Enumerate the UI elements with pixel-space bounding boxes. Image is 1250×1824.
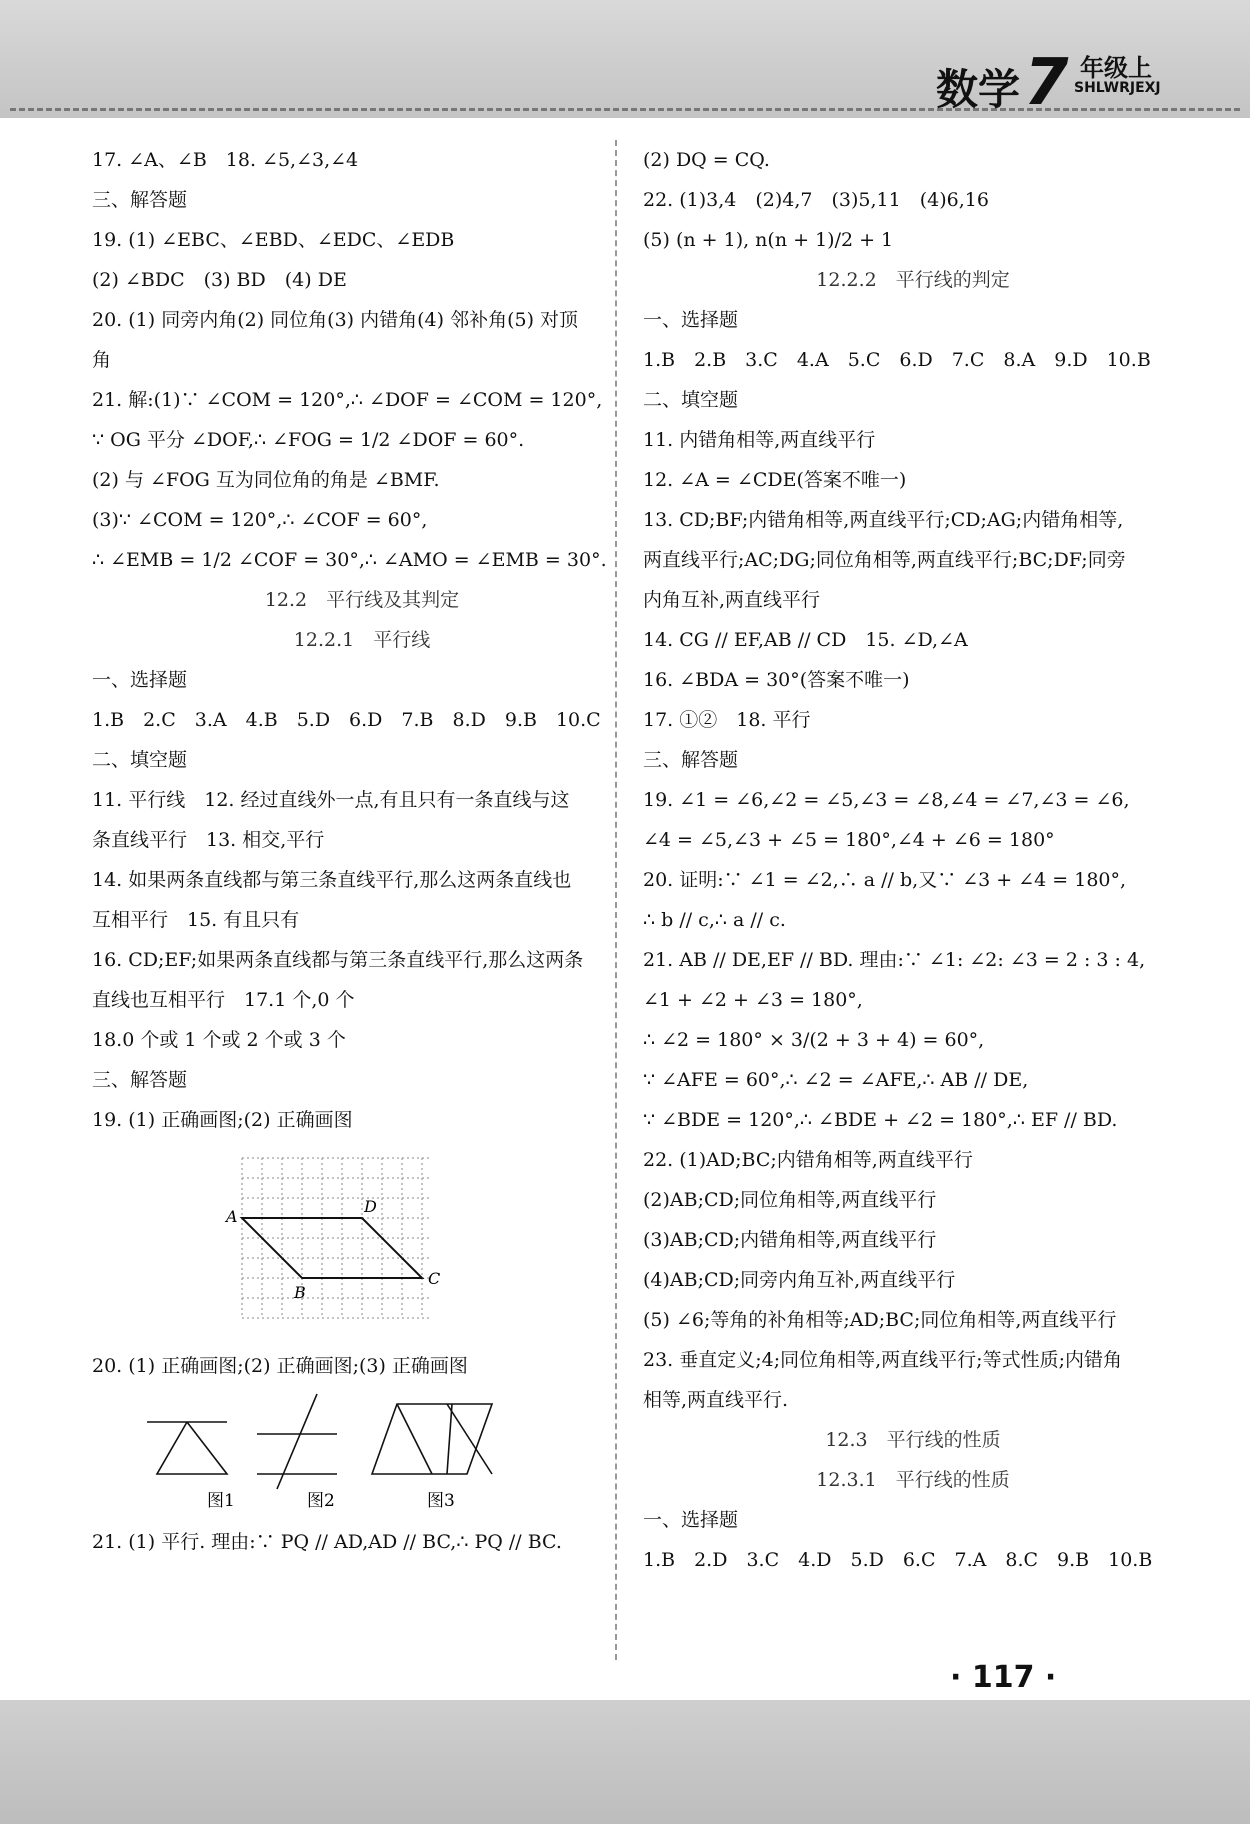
answer-line: ∴ b // c,∴ a // c. [643,909,786,931]
answer-line: 21. AB // DE,EF // BD. 理由:∵ ∠1: ∠2: ∠3 = 2 : 3 : 4, [643,949,1146,971]
answer-line: 二、填空题 [92,749,188,771]
section-heading: 12.2 平行线及其判定 [264,589,460,611]
footer-band [0,1700,1250,1824]
answer-line: 相等,两直线平行. [643,1389,789,1411]
subject-label: 数学 [936,65,1021,114]
answer-line: 17. ①② 18. 平行 [643,709,811,731]
answer-line: 条直线平行 13. 相交,平行 [92,829,325,851]
answer-line: 11. 内错角相等,两直线平行 [643,429,876,451]
three-drawings-figure [147,1394,577,1514]
answer-line: 互相平行 15. 有且只有 [92,909,300,931]
answer-line: (2) DQ = CQ. [643,149,770,171]
answer-line: (5) ∠6;等角的补角相等;AD;BC;同位角相等,两直线平行 [643,1309,1117,1331]
subject-title [936,46,1069,120]
answer-line: 19. (1) ∠EBC、∠EBD、∠EDC、∠EDB [92,229,455,251]
answer-line: 14. CG // EF,AB // CD 15. ∠D,∠A [643,629,968,651]
answer-line: ∴ ∠2 = 180° × 3/(2 + 3 + 4) = 60°, [643,1029,985,1051]
answer-line: 20. (1) 同旁内角(2) 同位角(3) 内错角(4) 邻补角(5) 对顶 [92,309,579,331]
right-column [643,140,1183,1580]
answer-line: 一、选择题 [643,1509,739,1531]
answer-line: 三、解答题 [92,1069,188,1091]
figure-3-caption: 图3 [427,1491,455,1511]
answer-line: 13. CD;BF;内错角相等,两直线平行;CD;AG;内错角相等, [643,509,1124,531]
answer-line: 20. 证明:∵ ∠1 = ∠2,∴ a // b,又∵ ∠3 + ∠4 = 180°, [643,869,1127,891]
answer-line: 一、选择题 [643,309,739,331]
answer-line: (5) (n + 1), n(n + 1)/2 + 1 [643,229,894,251]
left-column [92,140,632,1562]
answer-line: 16. ∠BDA = 30°(答案不唯一) [643,669,910,691]
answer-line: 21. 解:(1)∵ ∠COM = 120°,∴ ∠DOF = ∠COM = 120°, [92,389,603,411]
answer-line: ∴ ∠EMB = 1/2 ∠COF = 30°,∴ ∠AMO = ∠EMB = 30°. [92,549,607,571]
answer-line: 18.0 个或 1 个或 2 个或 3 个 [92,1029,346,1051]
answer-line: 22. (1)AD;BC;内错角相等,两直线平行 [643,1149,973,1171]
answer-line: 12. ∠A = ∠CDE(答案不唯一) [643,469,907,491]
vertex-c-label: C [428,1269,441,1288]
page-number: · 117 · [950,1660,1057,1695]
vertex-d-label: D [364,1197,377,1216]
answer-line: ∵ ∠AFE = 60°,∴ ∠2 = ∠AFE,∴ AB // DE, [643,1069,1029,1091]
answer-line: 16. CD;EF;如果两条直线都与第三条直线平行,那么这两条 [92,949,584,971]
answer-line: 22. (1)3,4 (2)4,7 (3)5,11 (4)6,16 [643,189,989,211]
vertex-a-label: A [226,1207,238,1226]
answer-line: 1.B 2.D 3.C 4.D 5.D 6.C 7.A 8.C 9.B 10.B [643,1549,1153,1571]
answer-line: (2) 与 ∠FOG 互为同位角的角是 ∠BMF. [92,469,440,491]
answer-line: 20. (1) 正确画图;(2) 正确画图;(3) 正确画图 [92,1355,468,1377]
answer-line: 11. 平行线 12. 经过直线外一点,有且只有一条直线与这 [92,789,570,811]
answer-line: 角 [92,349,112,371]
answer-line: (2)AB;CD;同位角相等,两直线平行 [643,1189,937,1211]
answer-line: 三、解答题 [643,749,739,771]
answer-line: 14. 如果两条直线都与第三条直线平行,那么这两条直线也 [92,869,572,891]
answer-line: 二、填空题 [643,389,739,411]
subsection-heading: 12.3.1 平行线的性质 [816,1469,1010,1491]
answer-line: 两直线平行;AC;DG;同位角相等,两直线平行;BC;DF;同旁 [643,549,1126,571]
parallelogram [242,1218,422,1278]
answer-line: ∵ OG 平分 ∠DOF,∴ ∠FOG = 1/2 ∠DOF = 60°. [92,429,525,451]
answer-line: (3)AB;CD;内错角相等,两直线平行 [643,1229,937,1251]
answer-line: ∠1 + ∠2 + ∠3 = 180°, [643,989,863,1011]
parallelogram-grid-figure [226,1148,512,1338]
answer-line: (4)AB;CD;同旁内角互补,两直线平行 [643,1269,956,1291]
figure-1-caption: 图1 [207,1491,235,1511]
answer-line: 1.B 2.C 3.A 4.B 5.D 6.D 7.B 8.D 9.B 10.C [92,709,601,731]
answer-line: 内角互补,两直线平行 [643,589,821,611]
vertex-b-label: B [294,1283,306,1302]
answer-line: 23. 垂直定义;4;同位角相等,两直线平行;等式性质;内错角 [643,1349,1122,1371]
answer-line: 1.B 2.B 3.C 4.A 5.C 6.D 7.C 8.A 9.D 10.B [643,349,1151,371]
answer-line: 19. ∠1 = ∠6,∠2 = ∠5,∠3 = ∠8,∠4 = ∠7,∠3 = ∠6, [643,789,1130,811]
answer-line: 17. ∠A、∠B 18. ∠5,∠3,∠4 [92,149,359,171]
answer-line: ∵ ∠BDE = 120°,∴ ∠BDE + ∠2 = 180°,∴ EF // BD. [643,1109,1118,1131]
figure-2-caption: 图2 [307,1491,335,1511]
grade-label: 年级上 [1080,54,1152,82]
edition-code: SHLWRJEXJ [1074,80,1161,96]
answer-line: 直线也互相平行 17.1 个,0 个 [92,989,355,1011]
grade-number: 7 [1024,46,1069,120]
answer-line: (2) ∠BDC (3) BD (4) DE [92,269,347,291]
answer-line: ∠4 = ∠5,∠3 + ∠5 = 180°,∠4 + ∠6 = 180° [643,829,1055,851]
subsection-heading: 12.2.2 平行线的判定 [816,269,1010,291]
answer-line: (3)∵ ∠COM = 120°,∴ ∠COF = 60°, [92,509,428,531]
section-heading: 12.3 平行线的性质 [825,1429,1001,1451]
answer-line: 一、选择题 [92,669,188,691]
subsection-heading: 12.2.1 平行线 [293,629,431,651]
answer-line: 三、解答题 [92,189,188,211]
answer-line: 19. (1) 正确画图;(2) 正确画图 [92,1109,353,1131]
answer-line: 21. (1) 平行. 理由:∵ PQ // AD,AD // BC,∴ PQ // BC. [92,1531,562,1553]
